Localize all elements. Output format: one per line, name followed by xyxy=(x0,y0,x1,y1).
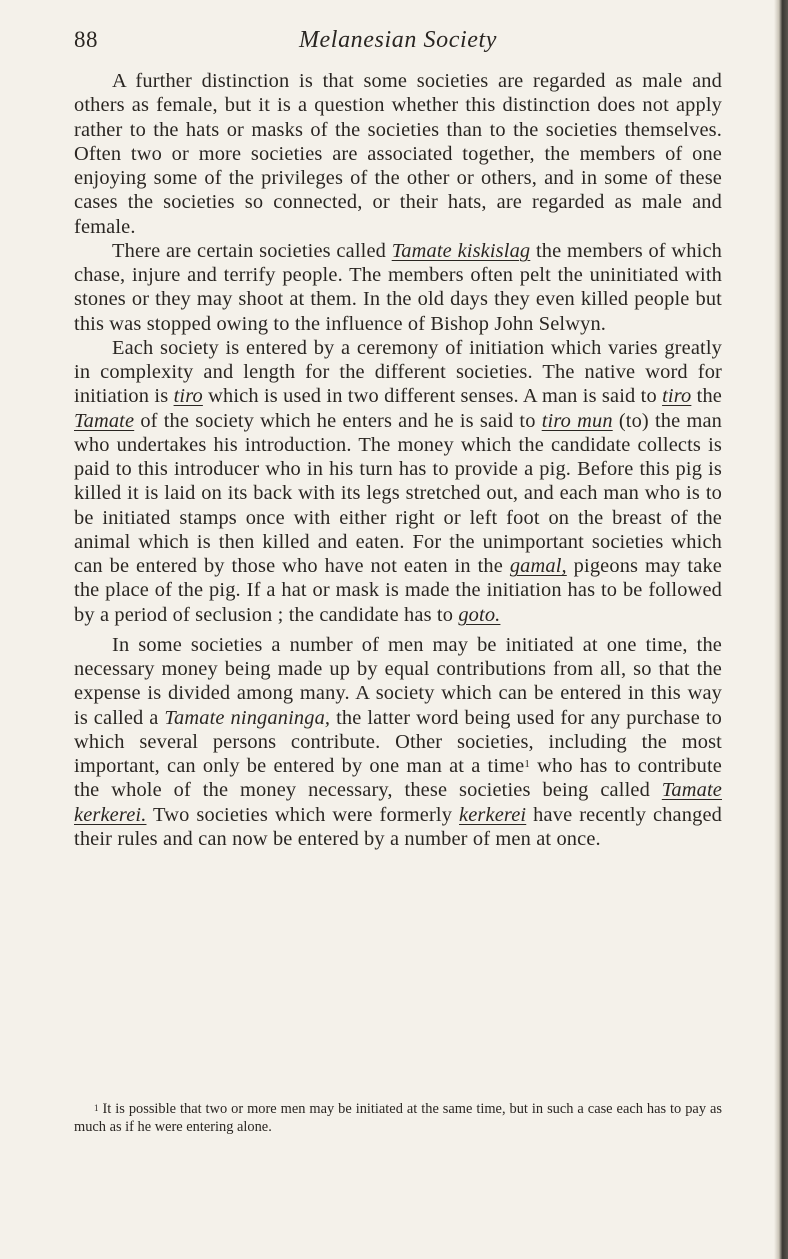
text-run: (to) the man who undertakes his introduction. The money which the candidate collects is paid to this introducer who in his turn has to provide a pig. Before this pig is killed it is laid on its back with its legs stretched out, and each man who is to be initiated stamps once with either right or left foot on the breast of the animal which is then killed and eaten. For the unimportant societies which can be entered by those who have not eaten in the xyxy=(74,409,723,577)
text-run: who has to contribute the whole of the money necessary, these societies being called xyxy=(74,755,722,802)
footnote-marker: 1 xyxy=(94,1103,99,1113)
term-tamate-kiskislag: Tamate kiskislag xyxy=(391,239,531,262)
text-run: Two societies which were formerly xyxy=(146,803,460,826)
body-text xyxy=(74,69,722,851)
running-title: Melanesian Society xyxy=(298,27,498,53)
page-number: 88 xyxy=(74,27,98,52)
text-run: the xyxy=(691,385,722,408)
text-run: In some societies a number of men may be initiated at one time, the necessary money being made up by equal contributions from all, so that the expense is divided among many. A society which can be entered in this way is called a xyxy=(74,633,722,729)
text-run: Each society is entered by a ceremony of initiation which varies greatly in complexity and length for the different societies. The native word for initiation is xyxy=(74,336,722,408)
term-tiro-mun: tiro mun xyxy=(541,409,613,432)
text-run: which is used in two different senses. A man is said to xyxy=(202,385,663,408)
text-run: have recently changed their rules and can now be entered by a number of men at once. xyxy=(74,803,722,850)
page-edge-shadow xyxy=(774,0,788,1259)
paragraph-1: A further distinction is that some societies are regarded as male and others as female, but it is a question whether this distinction does not apply rather to the hats or masks of the societies than to the societies themselves. Often two or more societies are associated together, the members of one enjoying some of the privileges of the other or others, and in some of these cases the societies so connected, or their hats, are regarded as male and female. xyxy=(74,70,722,238)
text-run: pigeons may take the place of the pig. If a hat or mask is made the initiation has to be followed by a period of seclusion ; the candidate has to xyxy=(74,555,722,626)
term-tamate-ninganinga: Tamate ninganinga, xyxy=(164,706,331,729)
term-gamal: gamal, xyxy=(509,555,567,577)
paragraph-2 xyxy=(74,239,722,336)
term-goto: goto. xyxy=(458,603,501,626)
term-kerkerei: kerkerei xyxy=(459,803,527,826)
text-run: of the society which he enters and he is said to xyxy=(134,409,542,432)
footnote xyxy=(74,1100,722,1136)
term-tiro: tiro xyxy=(173,385,203,408)
paragraph-3 xyxy=(74,336,722,627)
footnote-text: It is possible that two or more men may be initiated at the same time, but in such a case each has to pay as much as if he were entering alone. xyxy=(74,1101,722,1135)
text-run: the latter word being used for any purchase to which several persons contribute. Other societies, including the most important, can only be entered by one man at a time xyxy=(74,706,723,777)
text-run: the members of which chase, injure and terrify people. The members often pelt the uninitiated with stones or they may shoot at them. In the old days they even killed people but this was stopped owing to the influence of Bishop John Selwyn. xyxy=(74,239,723,335)
paragraph-4 xyxy=(74,633,722,851)
term-tamate-kerkerei: Tamate kerkerei. xyxy=(74,779,722,826)
page-header xyxy=(74,27,722,61)
term-tamate: Tamate xyxy=(74,409,135,432)
footnote-reference: 1 xyxy=(524,758,531,770)
term-tiro: tiro xyxy=(662,385,692,408)
text-run: There are certain societies called xyxy=(112,239,392,262)
